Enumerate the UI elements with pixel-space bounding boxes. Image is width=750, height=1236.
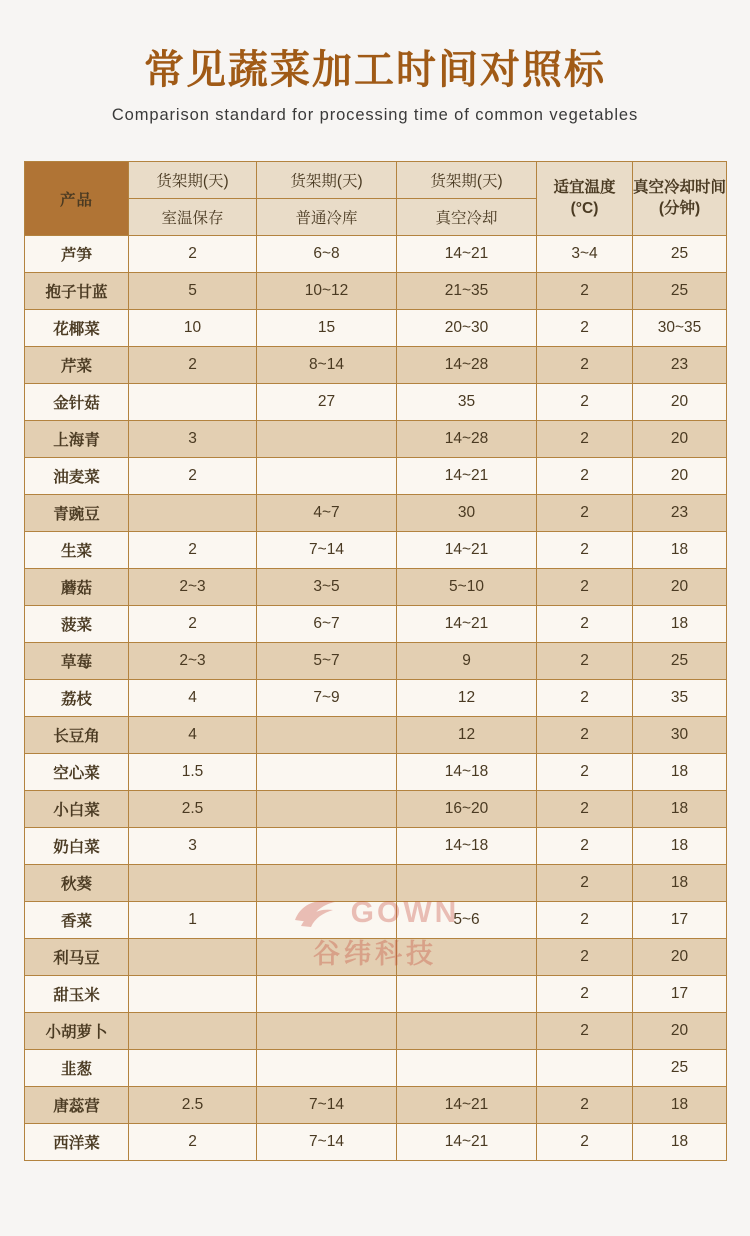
column-header-product: 产品 [25, 162, 129, 236]
column-group-header-cold: 货架期(天) [257, 162, 397, 199]
table-row [25, 606, 727, 643]
cell-room-storage-days: 1 [129, 902, 257, 939]
cell-vacuum-cooling-days: 14~28 [397, 347, 537, 384]
cell-vacuum-cooling-time: 23 [633, 347, 727, 384]
cell-room-storage-days: 2 [129, 458, 257, 495]
table-row [25, 717, 727, 754]
cell-product-name: 香菜 [25, 902, 129, 939]
cell-room-storage-days [129, 865, 257, 902]
column-group-header-room: 货架期(天) [129, 162, 257, 199]
cell-product-name: 秋葵 [25, 865, 129, 902]
cell-vacuum-cooling-days: 12 [397, 680, 537, 717]
cell-suitable-temperature: 2 [537, 458, 633, 495]
cell-suitable-temperature: 2 [537, 828, 633, 865]
cell-cold-storage-days: 7~9 [257, 680, 397, 717]
cell-cold-storage-days [257, 754, 397, 791]
cell-vacuum-cooling-days: 16~20 [397, 791, 537, 828]
cell-room-storage-days: 2.5 [129, 791, 257, 828]
cell-product-name: 芦笋 [25, 236, 129, 273]
cell-product-name: 菠菜 [25, 606, 129, 643]
vacuum-time-header-line1: 真空冷却时间 [633, 178, 727, 196]
table-row [25, 865, 727, 902]
table-row [25, 532, 727, 569]
cell-vacuum-cooling-days: 14~18 [397, 828, 537, 865]
cell-vacuum-cooling-days [397, 1050, 537, 1087]
table-header-row-1 [25, 162, 727, 199]
cell-room-storage-days: 10 [129, 310, 257, 347]
cell-vacuum-cooling-days: 14~21 [397, 236, 537, 273]
cell-product-name: 唐蕊营 [25, 1087, 129, 1124]
cell-suitable-temperature: 3~4 [537, 236, 633, 273]
cell-cold-storage-days [257, 828, 397, 865]
cell-vacuum-cooling-days [397, 865, 537, 902]
cell-room-storage-days [129, 495, 257, 532]
cell-product-name: 花椰菜 [25, 310, 129, 347]
cell-product-name: 金针菇 [25, 384, 129, 421]
cell-suitable-temperature: 2 [537, 1013, 633, 1050]
cell-vacuum-cooling-time: 18 [633, 532, 727, 569]
cell-cold-storage-days [257, 421, 397, 458]
cell-cold-storage-days: 7~14 [257, 532, 397, 569]
cell-vacuum-cooling-time: 20 [633, 1013, 727, 1050]
cell-product-name: 草莓 [25, 643, 129, 680]
cell-suitable-temperature: 2 [537, 717, 633, 754]
cell-cold-storage-days: 3~5 [257, 569, 397, 606]
cell-vacuum-cooling-time: 25 [633, 273, 727, 310]
cell-suitable-temperature: 2 [537, 1124, 633, 1161]
column-subheader-room-storage: 室温保存 [129, 199, 257, 236]
page-header [0, 0, 750, 125]
cell-product-name: 油麦菜 [25, 458, 129, 495]
cell-vacuum-cooling-time: 18 [633, 1124, 727, 1161]
cell-vacuum-cooling-days: 14~28 [397, 421, 537, 458]
cell-suitable-temperature: 2 [537, 569, 633, 606]
cell-suitable-temperature: 2 [537, 310, 633, 347]
cell-vacuum-cooling-time: 25 [633, 1050, 727, 1087]
cell-room-storage-days: 4 [129, 680, 257, 717]
table-row [25, 1013, 727, 1050]
table-row [25, 421, 727, 458]
cell-product-name: 上海青 [25, 421, 129, 458]
cell-cold-storage-days: 5~7 [257, 643, 397, 680]
page-title: 常见蔬菜加工时间对照标 [144, 48, 606, 92]
cell-cold-storage-days [257, 791, 397, 828]
cell-cold-storage-days: 15 [257, 310, 397, 347]
cell-room-storage-days: 3 [129, 421, 257, 458]
cell-vacuum-cooling-days: 5~6 [397, 902, 537, 939]
table-row [25, 347, 727, 384]
cell-product-name: 小胡萝卜 [25, 1013, 129, 1050]
cell-cold-storage-days [257, 458, 397, 495]
cell-cold-storage-days [257, 902, 397, 939]
table-row [25, 902, 727, 939]
cell-room-storage-days [129, 384, 257, 421]
cell-suitable-temperature [537, 1050, 633, 1087]
table-row [25, 828, 727, 865]
cell-vacuum-cooling-days: 35 [397, 384, 537, 421]
cell-suitable-temperature: 2 [537, 1087, 633, 1124]
cell-vacuum-cooling-time: 18 [633, 754, 727, 791]
column-header-temperature [537, 162, 633, 236]
cell-room-storage-days: 2 [129, 532, 257, 569]
cell-room-storage-days [129, 1013, 257, 1050]
table-row [25, 1087, 727, 1124]
cell-vacuum-cooling-time: 20 [633, 939, 727, 976]
cell-vacuum-cooling-days: 9 [397, 643, 537, 680]
cell-vacuum-cooling-time: 20 [633, 569, 727, 606]
cell-product-name: 生菜 [25, 532, 129, 569]
table-container [24, 161, 726, 1161]
column-header-vacuum-time [633, 162, 727, 236]
cell-room-storage-days: 3 [129, 828, 257, 865]
cell-room-storage-days: 2 [129, 606, 257, 643]
cell-vacuum-cooling-time: 23 [633, 495, 727, 532]
cell-room-storage-days [129, 1050, 257, 1087]
table-body [25, 236, 727, 1161]
cell-vacuum-cooling-days [397, 976, 537, 1013]
cell-product-name: 奶白菜 [25, 828, 129, 865]
cell-vacuum-cooling-days [397, 939, 537, 976]
cell-cold-storage-days: 6~7 [257, 606, 397, 643]
vegetable-processing-table [24, 161, 727, 1161]
table-row [25, 754, 727, 791]
table-row [25, 236, 727, 273]
cell-vacuum-cooling-time: 30~35 [633, 310, 727, 347]
cell-vacuum-cooling-days [397, 1013, 537, 1050]
cell-suitable-temperature: 2 [537, 495, 633, 532]
cell-suitable-temperature: 2 [537, 865, 633, 902]
table-row [25, 310, 727, 347]
cell-product-name: 小白菜 [25, 791, 129, 828]
table-row [25, 939, 727, 976]
cell-product-name: 长豆角 [25, 717, 129, 754]
cell-cold-storage-days [257, 976, 397, 1013]
cell-vacuum-cooling-days: 12 [397, 717, 537, 754]
cell-vacuum-cooling-time: 35 [633, 680, 727, 717]
table-row [25, 458, 727, 495]
cell-vacuum-cooling-time: 18 [633, 791, 727, 828]
cell-vacuum-cooling-time: 30 [633, 717, 727, 754]
cell-vacuum-cooling-days: 14~21 [397, 1124, 537, 1161]
watermark-brand: GOWN [350, 896, 460, 929]
table-row [25, 569, 727, 606]
cell-product-name: 甜玉米 [25, 976, 129, 1013]
cell-room-storage-days: 2~3 [129, 643, 257, 680]
table-row [25, 976, 727, 1013]
cell-room-storage-days: 2~3 [129, 569, 257, 606]
cell-vacuum-cooling-time: 18 [633, 828, 727, 865]
cell-product-name: 青豌豆 [25, 495, 129, 532]
cell-room-storage-days: 2 [129, 1124, 257, 1161]
cell-room-storage-days [129, 976, 257, 1013]
cell-cold-storage-days: 6~8 [257, 236, 397, 273]
cell-cold-storage-days: 27 [257, 384, 397, 421]
cell-vacuum-cooling-days: 5~10 [397, 569, 537, 606]
cell-product-name: 荔枝 [25, 680, 129, 717]
cell-vacuum-cooling-days: 14~21 [397, 1087, 537, 1124]
table-row [25, 1124, 727, 1161]
table-header [25, 162, 727, 236]
cell-product-name: 韭葱 [25, 1050, 129, 1087]
column-subheader-cold-storage: 普通冷库 [257, 199, 397, 236]
cell-vacuum-cooling-time: 17 [633, 976, 727, 1013]
cell-vacuum-cooling-time: 18 [633, 865, 727, 902]
cell-product-name: 芹菜 [25, 347, 129, 384]
cell-cold-storage-days [257, 865, 397, 902]
cell-vacuum-cooling-time: 25 [633, 643, 727, 680]
table-row [25, 384, 727, 421]
cell-vacuum-cooling-time: 20 [633, 458, 727, 495]
cell-cold-storage-days [257, 1013, 397, 1050]
cell-vacuum-cooling-time: 18 [633, 606, 727, 643]
cell-cold-storage-days: 10~12 [257, 273, 397, 310]
cell-product-name: 空心菜 [25, 754, 129, 791]
cell-vacuum-cooling-days: 14~18 [397, 754, 537, 791]
cell-cold-storage-days: 7~14 [257, 1087, 397, 1124]
temperature-header-line2: (°C) [570, 199, 599, 217]
cell-cold-storage-days [257, 1050, 397, 1087]
cell-suitable-temperature: 2 [537, 606, 633, 643]
cell-suitable-temperature: 2 [537, 680, 633, 717]
cell-product-name: 利马豆 [25, 939, 129, 976]
cell-product-name: 抱子甘蓝 [25, 273, 129, 310]
cell-suitable-temperature: 2 [537, 643, 633, 680]
cell-vacuum-cooling-time: 25 [633, 236, 727, 273]
cell-vacuum-cooling-days: 14~21 [397, 532, 537, 569]
cell-room-storage-days: 1.5 [129, 754, 257, 791]
cell-cold-storage-days: 8~14 [257, 347, 397, 384]
table-row [25, 273, 727, 310]
cell-vacuum-cooling-days: 14~21 [397, 458, 537, 495]
table-row [25, 680, 727, 717]
cell-cold-storage-days: 7~14 [257, 1124, 397, 1161]
watermark-brand-cn: 谷纬科技 [313, 939, 437, 969]
cell-suitable-temperature: 2 [537, 532, 633, 569]
cell-cold-storage-days: 4~7 [257, 495, 397, 532]
cell-suitable-temperature: 2 [537, 273, 633, 310]
cell-room-storage-days: 5 [129, 273, 257, 310]
temperature-header-line1: 适宜温度 [553, 178, 616, 196]
cell-vacuum-cooling-days: 21~35 [397, 273, 537, 310]
table-row [25, 495, 727, 532]
cell-vacuum-cooling-time: 20 [633, 384, 727, 421]
table-row [25, 643, 727, 680]
cell-room-storage-days: 4 [129, 717, 257, 754]
cell-cold-storage-days [257, 717, 397, 754]
cell-vacuum-cooling-days: 14~21 [397, 606, 537, 643]
cell-vacuum-cooling-time: 18 [633, 1087, 727, 1124]
cell-suitable-temperature: 2 [537, 421, 633, 458]
cell-suitable-temperature: 2 [537, 754, 633, 791]
cell-vacuum-cooling-time: 20 [633, 421, 727, 458]
column-subheader-vacuum-cooling: 真空冷却 [397, 199, 537, 236]
table-row [25, 791, 727, 828]
cell-room-storage-days: 2 [129, 347, 257, 384]
cell-suitable-temperature: 2 [537, 384, 633, 421]
page-subtitle: Comparison standard for processing time of common vegetables [111, 106, 639, 124]
vacuum-time-header-line2: (分钟) [658, 199, 701, 217]
cell-vacuum-cooling-days: 30 [397, 495, 537, 532]
cell-room-storage-days: 2.5 [129, 1087, 257, 1124]
table-row [25, 1050, 727, 1087]
cell-vacuum-cooling-days: 20~30 [397, 310, 537, 347]
cell-suitable-temperature: 2 [537, 902, 633, 939]
cell-suitable-temperature: 2 [537, 791, 633, 828]
cell-suitable-temperature: 2 [537, 347, 633, 384]
cell-cold-storage-days [257, 939, 397, 976]
cell-room-storage-days: 2 [129, 236, 257, 273]
cell-product-name: 蘑菇 [25, 569, 129, 606]
cell-product-name: 西洋菜 [25, 1124, 129, 1161]
cell-suitable-temperature: 2 [537, 939, 633, 976]
column-group-header-vacuum: 货架期(天) [397, 162, 537, 199]
cell-vacuum-cooling-time: 17 [633, 902, 727, 939]
cell-suitable-temperature: 2 [537, 976, 633, 1013]
cell-room-storage-days [129, 939, 257, 976]
